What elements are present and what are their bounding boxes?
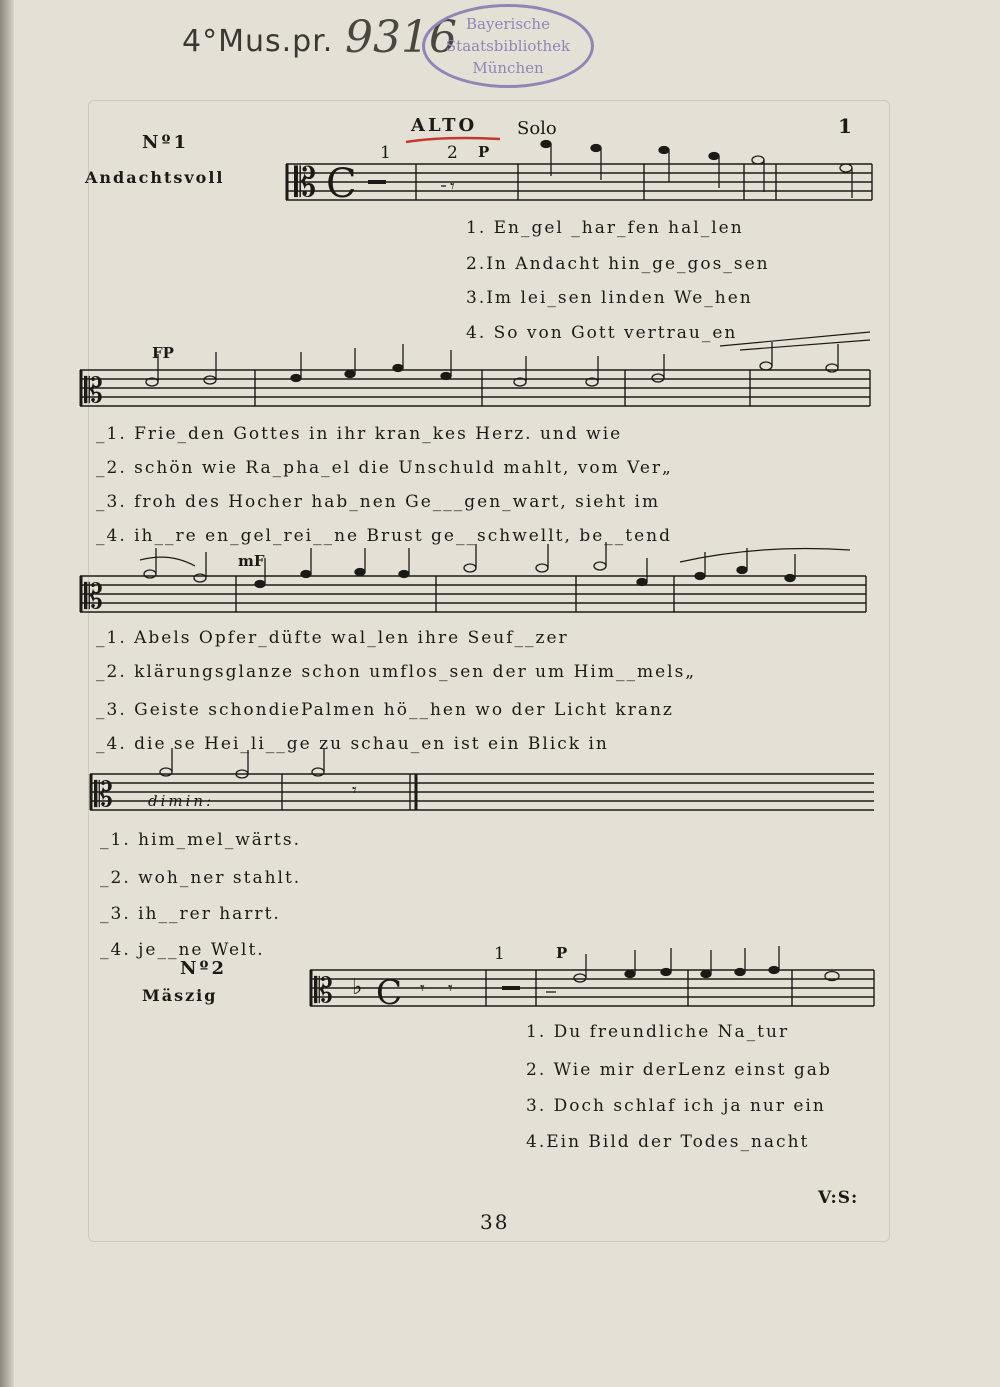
lyric-line: 1. En_gel _har_fen hal_len xyxy=(466,218,744,238)
song1-tempo: Andachtsvoll xyxy=(85,168,225,187)
lyric-line: 1. Du freundliche Na_tur xyxy=(526,1022,790,1042)
lyric-line: 3.Im lei_sen linden We_hen xyxy=(466,288,753,308)
lyric-line: _4. je__ne Welt. xyxy=(100,940,265,960)
stamp-line: Bayerische xyxy=(466,15,550,33)
lyric-line: _2. woh_ner stahlt. xyxy=(100,868,302,888)
clef-c: 𝄡 xyxy=(84,371,103,411)
binding-edge xyxy=(0,0,14,1387)
lyric-line: _2. schön wie Ra_pha_el die Unschuld mahlt, vom Ver„ xyxy=(96,458,673,478)
solo-label: Solo xyxy=(517,118,557,139)
svg-text:𝄾: 𝄾 xyxy=(420,978,425,999)
measure-number: 2 xyxy=(447,143,458,163)
lyric-line: 4. So von Gott vertrau_en xyxy=(466,323,738,343)
measure-number: 1 xyxy=(494,944,505,964)
clef-c: 𝄡 xyxy=(94,775,113,815)
svg-text:𝄾: 𝄾 xyxy=(352,780,357,801)
time-signature: C xyxy=(376,973,403,1013)
lyric-line: 2. Wie mir derLenz einst gab xyxy=(526,1060,832,1080)
lyric-line: _4. die se Hei_li__ge zu schau_en ist ein Blick in xyxy=(96,734,609,754)
clef-c: 𝄡 xyxy=(314,971,333,1011)
svg-text:𝄾: 𝄾 xyxy=(450,176,455,197)
lyric-line: _3. froh des Hocher hab_nen Ge___gen_wart, sieht im xyxy=(96,492,661,512)
dynamic-marking: FP xyxy=(152,344,174,362)
lyric-line: _2. klärungsglanze schon umflos_sen der um Him__mels„ xyxy=(96,662,697,682)
clef-c: 𝄡 xyxy=(294,160,317,206)
page-corner-number: 1 xyxy=(838,114,852,138)
voice-label: ALTO xyxy=(411,115,478,136)
staff-3 xyxy=(80,566,880,626)
handwritten-number: 9316 xyxy=(345,12,457,63)
clef-c: 𝄡 xyxy=(84,577,103,617)
lyric-line: _4. ih__re en_gel_rei__ne Brust ge__schwellt, be__tend xyxy=(96,526,672,546)
measure-number: 1 xyxy=(380,143,391,163)
stamp-line: München xyxy=(472,59,544,77)
svg-text:𝄾: 𝄾 xyxy=(448,978,453,999)
lyric-line: 4.Ein Bild der Todes_nacht xyxy=(526,1132,810,1152)
lyric-line: _1. Abels Opfer_düfte wal_len ihre Seuf__zer xyxy=(96,628,569,648)
song1-number: Nº1 xyxy=(142,132,189,153)
staff-1 xyxy=(286,150,876,210)
staff-5 xyxy=(310,960,885,1020)
page-number: 38 xyxy=(480,1210,510,1234)
lyric-line: 3. Doch schlaf ich ja nur ein xyxy=(526,1096,826,1116)
time-signature: C xyxy=(326,161,357,207)
dynamic-marking: P xyxy=(478,143,490,161)
lyric-line: 2.In Andacht hin_ge_gos_sen xyxy=(466,254,770,274)
song2-number: Nº2 xyxy=(180,958,227,979)
song2-tempo: Mäszig xyxy=(142,986,218,1005)
volti-subito: V:S: xyxy=(818,1188,859,1208)
lyric-line: _3. Geiste schondiePalmen hö__hen wo der Licht kranz xyxy=(96,700,674,720)
stamp-line: Staatsbibliothek xyxy=(445,37,571,55)
lyric-line: _1. him_mel_wärts. xyxy=(100,830,302,850)
lyric-line: _3. ih__rer harrt. xyxy=(100,904,281,924)
dynamic-marking: dimin: xyxy=(148,792,215,810)
shelfmark: 4°Mus.pr. xyxy=(182,24,334,59)
flat-sign: ♭ xyxy=(352,975,363,1000)
lyric-line: _1. Frie_den Gottes in ihr kran_kes Herz. und wie xyxy=(96,424,623,444)
dynamic-marking: mF xyxy=(238,552,265,570)
staff-2 xyxy=(80,360,880,420)
library-stamp xyxy=(422,4,594,88)
dynamic-marking: P xyxy=(556,944,568,962)
